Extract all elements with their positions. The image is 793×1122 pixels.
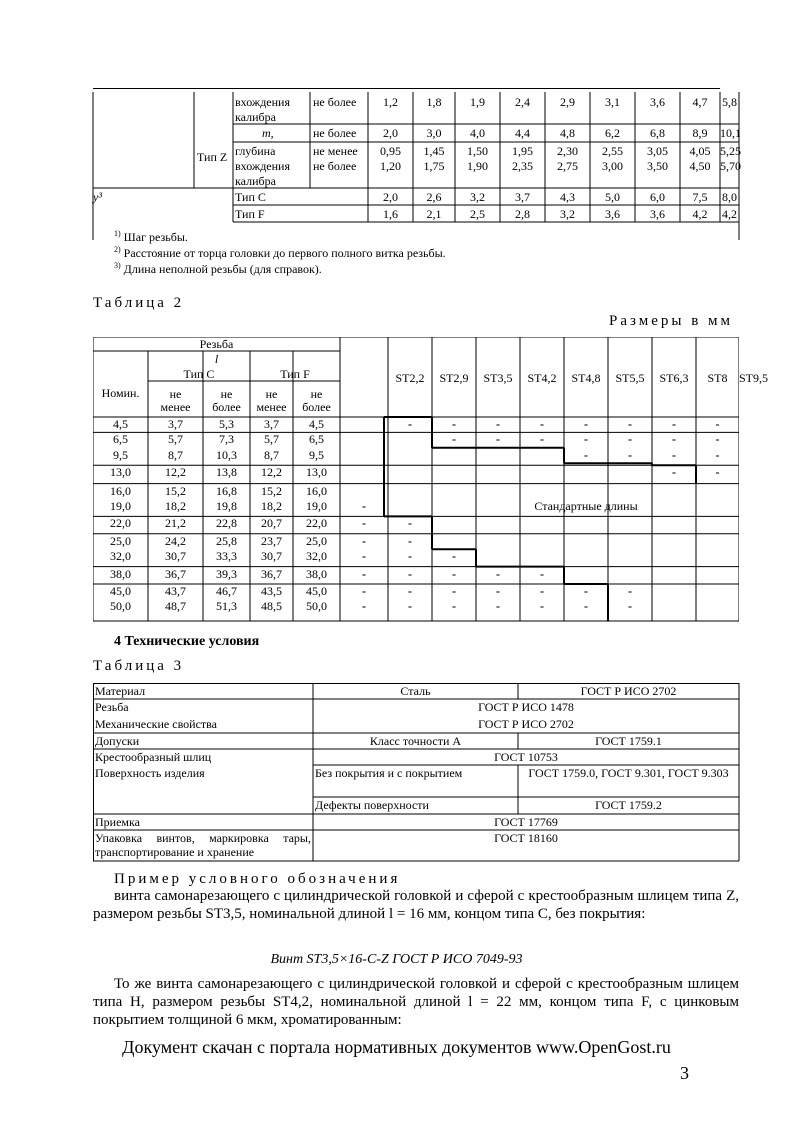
t1-cond-min: не менее	[313, 144, 358, 158]
t2-cell: 5,7	[264, 432, 279, 447]
t2-h-size: ST2,9	[439, 371, 469, 385]
t2-h-sub: не менее	[256, 387, 287, 414]
t2-cell: 6,5	[113, 432, 128, 447]
table3-caption: Таблица 3	[93, 658, 185, 674]
t2-cell: 19,0	[110, 499, 131, 513]
t2-h-size: ST9,5	[739, 371, 769, 385]
t2-cell: 8,7	[264, 447, 279, 462]
t2-cell: 3,7	[168, 417, 183, 431]
t1-row5-cell: 4,2	[692, 207, 708, 221]
t2-cell: 45,0	[110, 584, 131, 598]
t2-dash: -	[540, 566, 544, 581]
t1-row3b-cell: 1,75	[423, 159, 445, 173]
t2-dash: -	[540, 417, 544, 431]
t2-cell: 25,0	[306, 533, 327, 548]
t3-gost17592: ГОСТ 1759.2	[595, 798, 662, 812]
t1-row1-cell: 1,8	[426, 95, 442, 109]
t2-dash: -	[452, 432, 456, 447]
t2-dash: -	[496, 417, 500, 431]
t2-dash: -	[496, 566, 500, 581]
table1	[0, 0, 793, 240]
t2-cell: 38,0	[110, 566, 131, 581]
table2-units: Размеры в мм	[609, 313, 734, 329]
t1-row4-cell: 4,3	[560, 190, 575, 204]
t1-row2-cell: 4,0	[470, 126, 485, 140]
t2-h-size: ST3,5	[483, 371, 513, 385]
t2-cell: 46,7	[216, 584, 237, 598]
t1-row4-cell: 3,2	[470, 190, 485, 204]
t2-cell: 50,0	[306, 599, 327, 614]
t2-h-size: ST2,2	[395, 371, 425, 385]
t2-h-size: ST5,5	[615, 371, 645, 385]
t2-dash: -	[540, 584, 544, 598]
t1-row3b-cell: 1,20	[380, 159, 401, 173]
t2-cell: 24,2	[165, 533, 186, 548]
t3-gost17591: ГОСТ 1759.1	[595, 734, 662, 748]
t2-cell: 25,0	[110, 533, 131, 548]
t2-cell: 32,0	[306, 549, 327, 564]
t2-cell: 22,0	[306, 516, 327, 531]
t3-gost-surface: ГОСТ 1759.0, ГОСТ 9.301, ГОСТ 9.303	[528, 766, 729, 780]
t1-row2-cell: 6,8	[650, 126, 665, 140]
t1-row5-cell: 3,2	[560, 207, 575, 221]
t3-gost2702b: ГОСТ Р ИСО 2702	[478, 717, 574, 731]
t2-h-typec: Тип С	[183, 367, 215, 381]
t1-row5-cell: 2,5	[470, 207, 485, 221]
t2-cell: 15,2	[261, 483, 282, 498]
t2-cell: 36,7	[261, 566, 282, 581]
t1-entry-1: вхождения	[235, 95, 290, 109]
t2-cell: 43,5	[261, 584, 282, 598]
t1-row5-cell: 2,1	[426, 207, 442, 221]
t3-slot: Крестообразный шлиц	[95, 750, 212, 764]
t2-dash: -	[584, 447, 588, 462]
t1-row4-cell: 3,7	[515, 190, 530, 204]
table2	[93, 337, 769, 621]
t2-cell: 38,0	[306, 566, 327, 581]
footnote-3: $^{3)}$ Длина неполной резьбы (для справок).	[114, 261, 322, 276]
t2-cell: 4,5	[309, 417, 324, 431]
t1-row3a-cell: 5,25	[720, 144, 741, 158]
t2-dash: -	[362, 499, 366, 513]
t2-h-size: ST6,3	[659, 371, 689, 385]
t2-dash: -	[628, 432, 632, 447]
t1-cond-max: не более	[313, 159, 357, 173]
t2-cell: 32,0	[110, 549, 131, 564]
t2-cell: 20,7	[261, 516, 282, 531]
t2-dash: -	[408, 599, 412, 614]
t1-cond: не более	[313, 126, 357, 140]
t2-cell: 6,5	[309, 432, 324, 447]
t2-cell: 22,8	[216, 516, 237, 531]
t1-row3a-cell: 1,45	[423, 144, 445, 158]
t1-row4-cell: 2,0	[383, 190, 398, 204]
t2-cell: 39,3	[216, 566, 237, 581]
t3-coating: Без покрытия и с покрытием	[315, 766, 463, 780]
t2-cell: 10,3	[216, 447, 237, 462]
t2-cell: 51,3	[216, 599, 237, 614]
t3-gost17769: ГОСТ 17769	[494, 815, 558, 829]
t2-cell: 19,8	[216, 499, 237, 513]
t1-row3a-cell: 1,95	[512, 144, 533, 158]
t2-dash: -	[362, 599, 366, 614]
footer: Документ скачан с портала нормативных документов www.OpenGost.ru	[122, 1037, 671, 1057]
t2-dash: -	[496, 599, 500, 614]
section4-title: 4 Технические условия	[114, 634, 260, 649]
t2-cell: 25,8	[216, 533, 237, 548]
t1-row2-cell: 8,9	[692, 126, 708, 140]
example-text: винта самонарезающего с цилиндрической головкой и сферой с крестообразным шлицем типа Z, размером резьбы ST3,5, номинальной длиной l = 16 мм, концом типа С, без покрытия:	[93, 888, 739, 922]
t1-row4-cell: 7,5	[692, 190, 708, 204]
t1-m-label: m,	[262, 126, 274, 140]
t2-cell: 50,0	[110, 599, 131, 614]
t2-h-thread: Резьба	[199, 337, 234, 351]
t1-row3b-cell: 3,50	[647, 159, 668, 173]
page-number: 3	[680, 1063, 689, 1083]
t2-cell: 4,5	[113, 417, 128, 431]
t2-dash: -	[628, 417, 632, 431]
t2-h-size: ST4,8	[571, 371, 601, 385]
t1-row1-cell: 3,6	[650, 95, 665, 109]
t2-h-sub: не менее	[160, 387, 191, 414]
t1-row3b-cell: 4,50	[689, 159, 711, 173]
t2-cell: 16,0	[110, 483, 131, 498]
t2-cell: 33,3	[216, 549, 237, 564]
t1-row1-cell: 5,8	[722, 95, 737, 109]
t2-dash: -	[408, 549, 412, 564]
t2-cell: 7,3	[219, 432, 234, 447]
t1-row1-cell: 1,9	[470, 95, 485, 109]
t2-h-nom: Номин.	[101, 386, 140, 400]
t2-cell: 9,5	[309, 447, 324, 462]
t1-row2-cell: 6,2	[605, 126, 620, 140]
t2-h-l: l	[214, 352, 219, 366]
table2-caption: Таблица 2	[93, 295, 185, 311]
t1-row3b-cell: 2,75	[557, 159, 578, 173]
t3-steel: Сталь	[400, 684, 431, 698]
t2-dash: -	[452, 584, 456, 598]
t2-dash: -	[584, 584, 588, 598]
t2-dash: -	[362, 584, 366, 598]
t2-dash: -	[452, 549, 456, 564]
t2-cell: 16,0	[306, 483, 327, 498]
t1-row5-cell: 4,2	[722, 207, 737, 221]
t1-row3b-cell: 1,90	[467, 159, 488, 173]
t1-row5-cell: 3,6	[605, 207, 620, 221]
t3-classA: Класс точности А	[369, 734, 462, 748]
t1-row4-cell: 5,0	[605, 190, 620, 204]
t2-cell: 21,2	[165, 516, 186, 531]
t1-row1-cell: 2,9	[560, 95, 575, 109]
t1-row4-cell: 2,6	[426, 190, 442, 204]
t2-dash: -	[672, 432, 676, 447]
t2-cell: 12,2	[165, 465, 186, 480]
t2-cell: 9,5	[113, 447, 128, 462]
t2-dash: -	[496, 432, 500, 447]
example-title: Пример условного обозначения	[114, 871, 401, 887]
t1-type-f: Тип F	[235, 207, 265, 221]
t1-row3a-cell: 2,55	[602, 144, 623, 158]
t3-thread: Резьба	[95, 700, 129, 714]
t2-cell: 15,2	[165, 483, 186, 498]
t1-depth-3: калибра	[235, 174, 276, 188]
t1-row4-cell: 8,0	[722, 190, 737, 204]
t1-depth-2: вхождения	[235, 159, 290, 173]
t2-h-sub: не более	[302, 387, 331, 414]
t2-dash: -	[452, 566, 456, 581]
t1-cond: не более	[313, 95, 357, 109]
t2-dash: -	[408, 417, 412, 431]
t2-dash: -	[408, 584, 412, 598]
t2-cell: 45,0	[306, 584, 327, 598]
t2-cell: 8,7	[168, 447, 183, 462]
t1-row2-cell: 2,0	[383, 126, 398, 140]
t1-row5-cell: 1,6	[383, 207, 398, 221]
t1-y3: y³	[93, 190, 102, 204]
t2-cell: 30,7	[261, 549, 282, 564]
t3-defects: Дефекты поверхности	[315, 798, 429, 812]
t2-cell: 5,3	[219, 417, 234, 431]
t2-cell: 43,7	[165, 584, 186, 598]
t2-dash: -	[540, 599, 544, 614]
t2-dash: -	[584, 417, 588, 431]
t1-row1-cell: 2,4	[515, 95, 530, 109]
t3-tolerances: Допуски	[95, 734, 140, 748]
t3-gost2702: ГОСТ Р ИСО 2702	[580, 684, 677, 698]
t2-dash: -	[540, 432, 544, 447]
t3-material: Материал	[95, 684, 146, 698]
t1-row2-cell: 3,0	[426, 126, 442, 140]
t3-gost1478: ГОСТ Р ИСО 1478	[478, 700, 574, 714]
t1-entry-2: калибра	[235, 110, 276, 124]
t2-cell: 13,8	[216, 465, 237, 480]
t2-dash: -	[715, 432, 720, 447]
t2-cell: 13,0	[306, 465, 327, 480]
t2-h-size: ST8	[707, 371, 728, 385]
t1-row1-cell: 4,7	[692, 95, 708, 109]
t2-cell: 22,0	[110, 516, 131, 531]
t1-row5-cell: 2,8	[515, 207, 530, 221]
t2-cell: 16,8	[216, 483, 237, 498]
t2-dash: -	[496, 584, 500, 598]
t1-row2-cell: 4,8	[560, 126, 575, 140]
t2-cell: 30,7	[165, 549, 186, 564]
t3-acceptance: Приемка	[95, 815, 140, 829]
t1-row2-cell: 4,4	[515, 126, 530, 140]
t2-dash: -	[672, 447, 676, 462]
footnote-2: $^{2)}$ Расстояние от торца головки до первого полного витка резьбы.	[114, 245, 446, 260]
example-text-2: То же винта самонарезающего с цилиндрической головкой и сферой с крестообразным шлицем типа Н, размером резьбы ST4,2, номинальной длиной l = 22 мм, концом типа F, с цинковым покрытием толщиной 6 мкм, хроматированным:	[93, 976, 739, 1028]
t2-dash: -	[362, 549, 366, 564]
t2-h-sub: не более	[212, 387, 241, 414]
t2-cell: 23,7	[261, 533, 282, 548]
t2-dash: -	[452, 599, 456, 614]
t2-cell: 18,2	[165, 499, 186, 513]
t2-dash: -	[715, 465, 720, 480]
t2-h-typef: Тип F	[280, 367, 310, 381]
t2-dash: -	[408, 566, 412, 581]
t1-type-z: Тип Z	[197, 150, 228, 164]
t3-gost18160: ГОСТ 18160	[494, 831, 558, 845]
t2-dash: -	[584, 599, 588, 614]
t2-cell: 18,2	[261, 499, 282, 513]
t2-standard-lengths: Стандартные длины	[534, 499, 638, 513]
t2-cell: 48,5	[261, 599, 282, 614]
t1-row5-cell: 3,6	[650, 207, 665, 221]
t2-cell: 48,7	[165, 599, 186, 614]
t1-row3b-cell: 3,00	[602, 159, 623, 173]
t1-row2-cell: 10,1	[720, 126, 741, 140]
t2-dash: -	[408, 516, 412, 531]
t1-row3a-cell: 2,30	[557, 144, 578, 158]
t2-cell: 5,7	[168, 432, 183, 447]
t1-row1-cell: 3,1	[605, 95, 620, 109]
t2-dash: -	[628, 599, 632, 614]
t3-surface: Поверхность изделия	[95, 766, 205, 780]
t1-row3a-cell: 3,05	[647, 144, 668, 158]
t2-dash: -	[362, 566, 366, 581]
t2-h-size: ST4,2	[527, 371, 557, 385]
t1-row3a-cell: 0,95	[380, 144, 401, 158]
t1-row3b-cell: 2,35	[512, 159, 533, 173]
t2-dash: -	[408, 533, 412, 548]
t1-row1-cell: 1,2	[383, 95, 398, 109]
t2-dash: -	[672, 465, 676, 480]
t1-type-c: Тип С	[235, 190, 266, 204]
t2-dash: -	[362, 516, 366, 531]
table3	[93, 683, 739, 861]
t2-dash: -	[452, 417, 456, 431]
t1-depth-1: глубина	[235, 144, 276, 158]
t2-dash: -	[362, 533, 366, 548]
t1-row3b-cell: 5,70	[720, 159, 741, 173]
t2-dash: -	[715, 447, 720, 462]
t2-cell: 3,7	[264, 417, 279, 431]
t2-dash: -	[628, 584, 632, 598]
t2-cell: 13,0	[110, 465, 131, 480]
t2-cell: 36,7	[165, 566, 186, 581]
t1-row3a-cell: 4,05	[689, 144, 711, 158]
t3-packing: Упаковка винтов, маркировка тары, транспортирование и хранение	[95, 831, 311, 859]
t1-row3a-cell: 1,50	[467, 144, 488, 158]
footnote-1: $^{1)}$ Шаг резьбы.	[114, 229, 188, 244]
t3-mech: Механические свойства	[95, 717, 217, 731]
designation: Винт ST3,5×16-C-Z ГОСТ Р ИСО 7049-93	[270, 952, 523, 967]
t3-gost10753: ГОСТ 10753	[494, 750, 558, 764]
t2-cell: 19,0	[306, 499, 327, 513]
t2-dash: -	[672, 417, 676, 431]
t2-dash: -	[715, 417, 720, 431]
t1-row4-cell: 6,0	[650, 190, 665, 204]
t2-dash: -	[584, 432, 588, 447]
t2-cell: 12,2	[261, 465, 282, 480]
t2-dash: -	[628, 447, 632, 462]
